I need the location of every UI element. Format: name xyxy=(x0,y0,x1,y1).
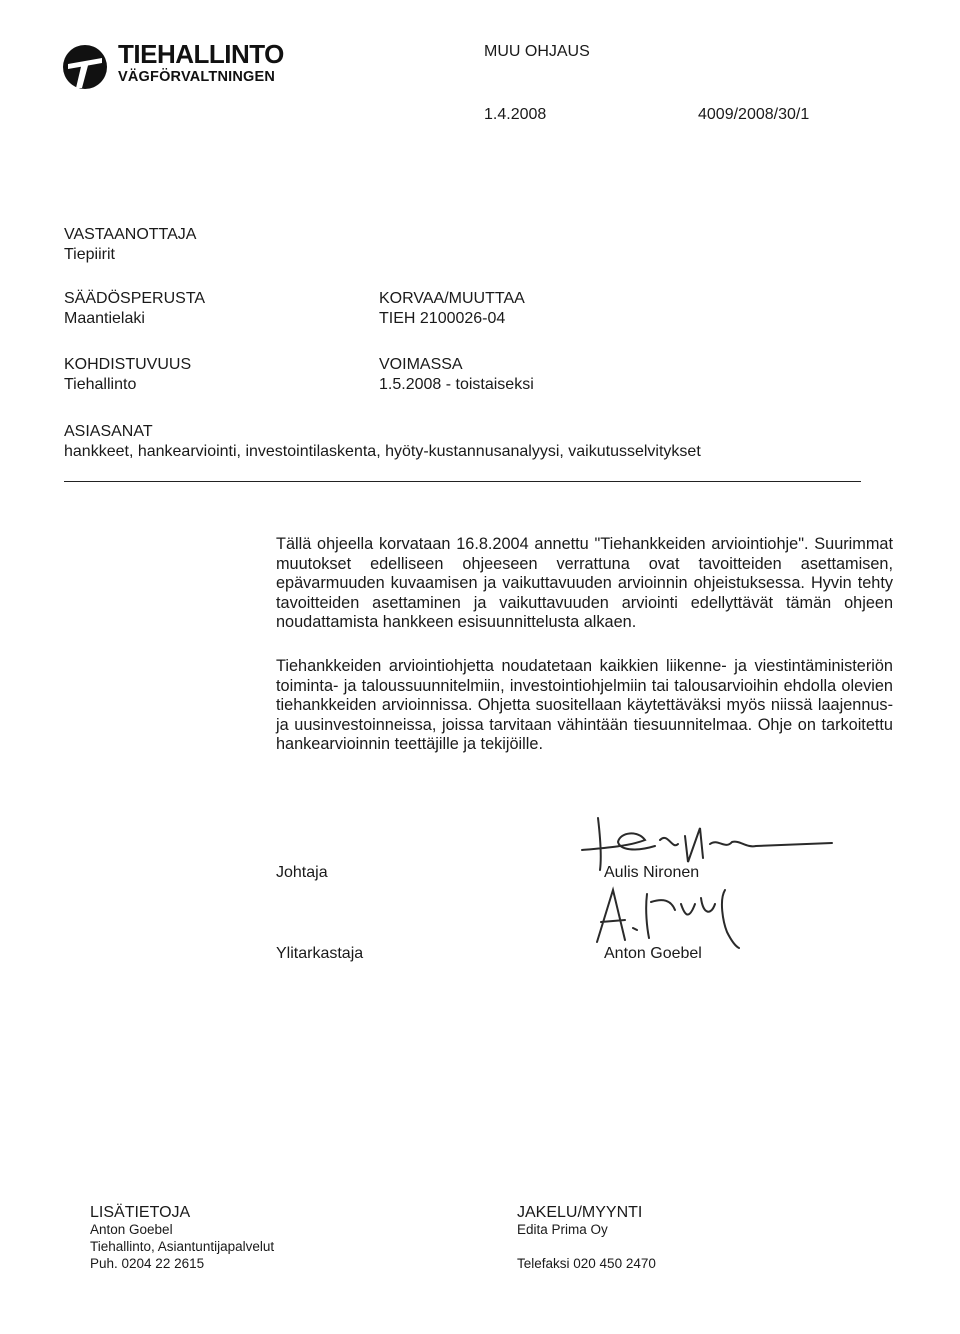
signature-aulis-nironen xyxy=(560,810,840,880)
distribution-line: Edita Prima Oy xyxy=(517,1222,608,1237)
logo xyxy=(118,40,284,86)
logo-name: TIEHALLINTO xyxy=(118,39,284,69)
scope-value: Tiehallinto xyxy=(64,376,137,393)
recipient-label: VASTAANOTTAJA xyxy=(64,226,197,243)
signature-name-inspector: Anton Goebel xyxy=(604,945,702,962)
scope-label: KOHDISTUVUUS xyxy=(64,356,192,373)
keywords-value: hankkeet, hankearviointi, investointilaskenta, hyöty-kustannusanalyysi, vaikutusselvitykset xyxy=(64,443,701,460)
tiehallinto-logo-icon xyxy=(62,44,108,90)
distribution-label: JAKELU/MYYNTI xyxy=(517,1204,643,1221)
contact-label: LISÄTIETOJA xyxy=(90,1204,191,1221)
document-type: MUU OHJAUS xyxy=(484,43,590,60)
replaces-label: KORVAA/MUUTTAA xyxy=(379,290,525,307)
contact-phone: Puh. 0204 22 2615 xyxy=(90,1256,205,1271)
keywords-label: ASIASANAT xyxy=(64,423,153,440)
contact-line: Tiehallinto, Asiantuntijapalvelut xyxy=(90,1239,275,1254)
legal-basis-label: SÄÄDÖSPERUSTA xyxy=(64,290,206,307)
contact-line: Anton Goebel xyxy=(90,1222,173,1237)
legal-basis-value: Maantielaki xyxy=(64,310,145,327)
signature-anton-goebel xyxy=(585,880,775,952)
body-paragraph-2: Tiehankkeiden arviointiohjetta noudatetaan kaikkien liikenne- ja viestintäministeriön toiminta- ja taloussuunnitelmiin, investointiohjelmiin tai talousarvioihin ehdolla olevien tiehankkeiden arvioinnissa. Ohjetta suositellaan käytettäväksi myös niissä laajennus- ja uusinvestoinneissa, joissa tarvitaan vähintään tiesuunnitelmaa. Ohje on tarkoitettu hankearvioinnin teettäjille ja tekijöille. xyxy=(276,657,893,754)
validity-label: VOIMASSA xyxy=(379,356,463,373)
signature-name-director: Aulis Nironen xyxy=(604,864,700,881)
document-date: 1.4.2008 xyxy=(484,106,547,123)
header-divider xyxy=(64,481,861,482)
logo-subtitle: VÄGFÖRVALTNINGEN xyxy=(118,69,276,85)
document-reference: 4009/2008/30/1 xyxy=(698,106,810,123)
signature-title-inspector: Ylitarkastaja xyxy=(276,945,364,962)
distribution-fax: Telefaksi 020 450 2470 xyxy=(517,1256,656,1271)
replaces-value: TIEH 2100026-04 xyxy=(379,310,506,327)
signature-title-director: Johtaja xyxy=(276,864,328,881)
validity-value: 1.5.2008 - toistaiseksi xyxy=(379,376,534,393)
recipient-value: Tiepiirit xyxy=(64,246,115,263)
body-paragraph-1: Tällä ohjeella korvataan 16.8.2004 annettu "Tiehankkeiden arviointiohje". Suurimmat muutokset edelliseen ohjeeseen verrattuna ovat tavoitteiden asettamisen, epävarmuuden kuvaamisen ja vaikuttavuuden arvioinnin ohjeistuksessa. Hyvin tehty tavoitteiden asettaminen ja vaikuttavuuden arviointi edellyttävät tämän ohjeen noudattamista hankkeen esisuunnittelusta alkaen. xyxy=(276,535,893,632)
